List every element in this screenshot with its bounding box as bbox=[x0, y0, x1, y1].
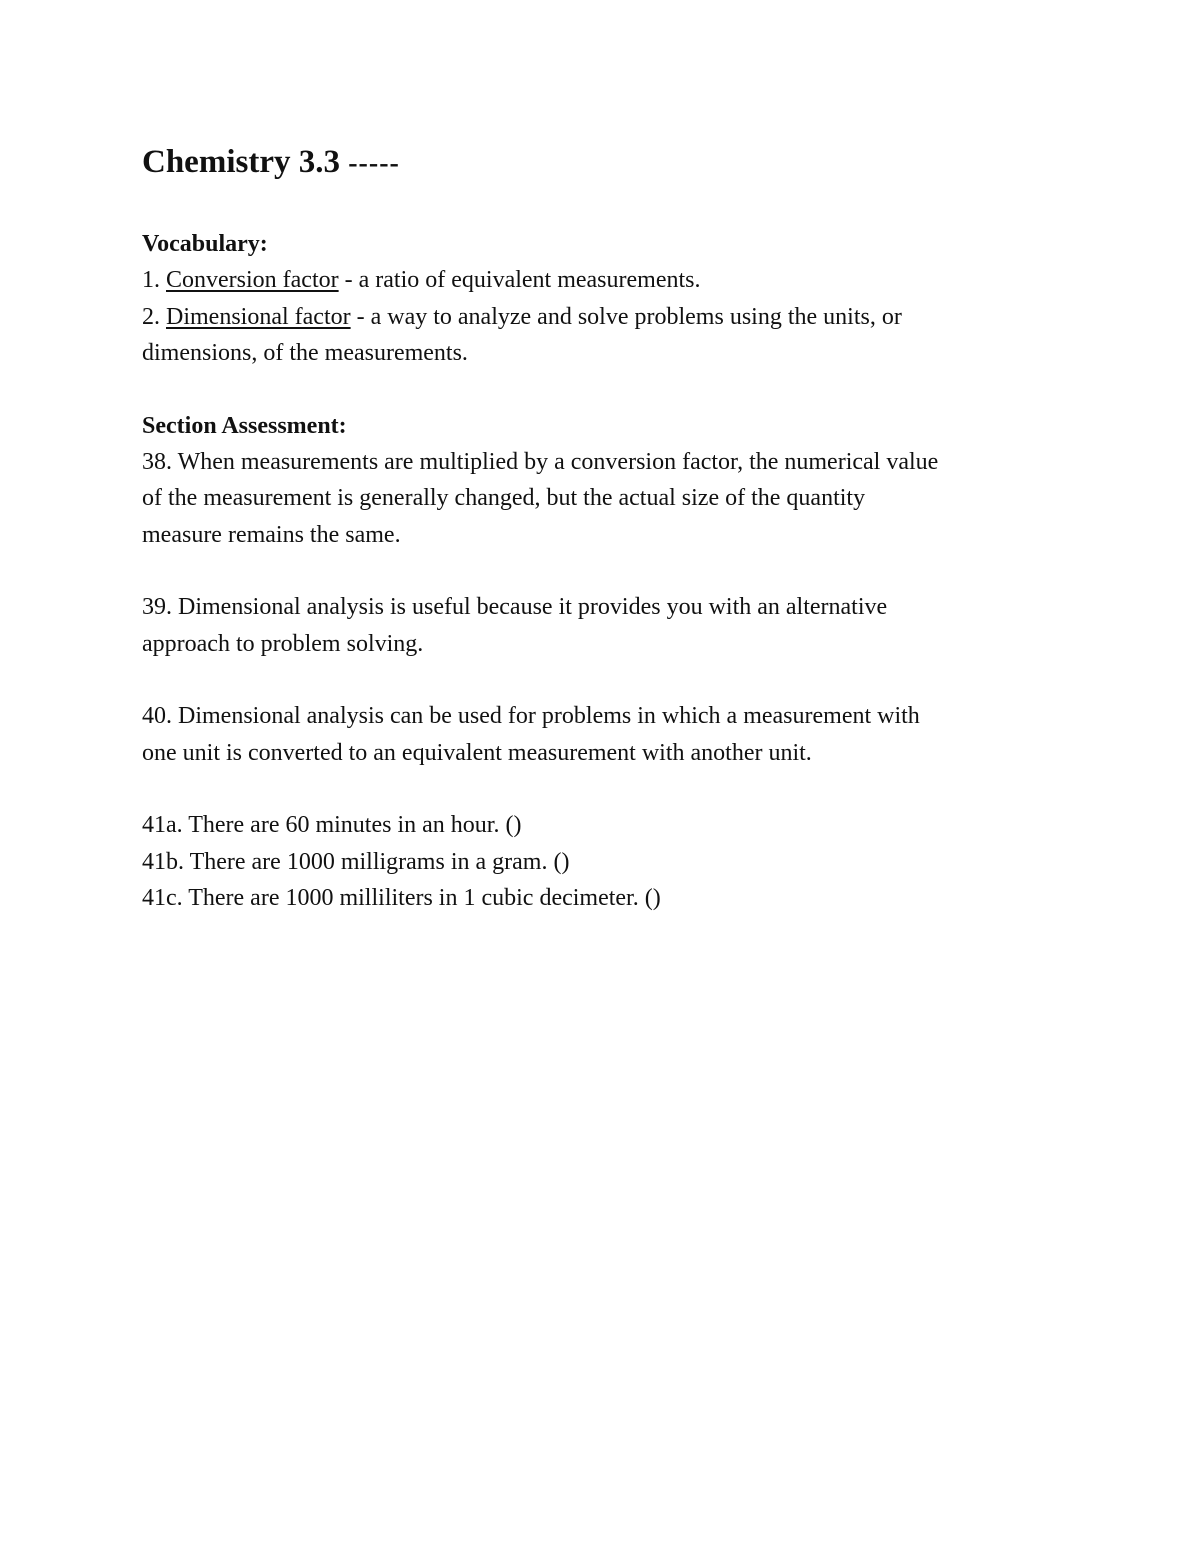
section-spacer bbox=[142, 553, 1072, 589]
section-spacer bbox=[142, 771, 1072, 807]
title-text: Chemistry 3.3 bbox=[142, 144, 340, 180]
vocabulary-definition: - a ratio of equivalent measurements. bbox=[338, 267, 701, 293]
vocabulary-definition: - a way to analyze and solve problems using the units, or bbox=[350, 303, 902, 330]
question-39-line-2: approach to problem solving. bbox=[142, 630, 424, 657]
section-spacer bbox=[142, 372, 1072, 408]
question-41a: 41a. There are 60 minutes in an hour. () bbox=[142, 812, 522, 838]
question-40-line-2: one unit is converted to an equivalent measurement with another unit. bbox=[142, 739, 812, 766]
question-38-line-1: 38. When measurements are multiplied by a conversion factor, the numerical value bbox=[142, 448, 939, 475]
question-38-line-3: measure remains the same. bbox=[142, 521, 401, 548]
question-41c: 41c. There are 1000 milliliters in 1 cubic decimeter. () bbox=[142, 885, 661, 911]
vocabulary-item-number: 2. bbox=[142, 303, 166, 330]
section-spacer bbox=[142, 662, 1072, 698]
vocabulary-term: Dimensional factor bbox=[166, 303, 351, 330]
vocabulary-heading: Vocabulary: bbox=[142, 231, 268, 257]
vocabulary-item-1 bbox=[142, 262, 1072, 299]
vocabulary-item-number: 1. bbox=[142, 267, 166, 293]
vocabulary-term: Conversion factor bbox=[166, 267, 339, 293]
assessment-heading: Section Assessment: bbox=[142, 412, 347, 439]
title-dashes: ----- bbox=[348, 148, 400, 179]
page-title bbox=[142, 138, 1072, 188]
question-41b: 41b. There are 1000 milligrams in a gram. () bbox=[142, 848, 570, 875]
document-content bbox=[142, 138, 1072, 917]
question-38-line-2: of the measurement is generally changed, but the actual size of the quantity bbox=[142, 485, 866, 511]
question-40-line-1: 40. Dimensional analysis can be used for problems in which a measurement with bbox=[142, 703, 920, 729]
question-39-line-1: 39. Dimensional analysis is useful because it provides you with an alternative bbox=[142, 594, 888, 620]
vocabulary-item-2-continued: dimensions, of the measurements. bbox=[142, 340, 468, 366]
vocabulary-item-2 bbox=[142, 299, 1072, 336]
